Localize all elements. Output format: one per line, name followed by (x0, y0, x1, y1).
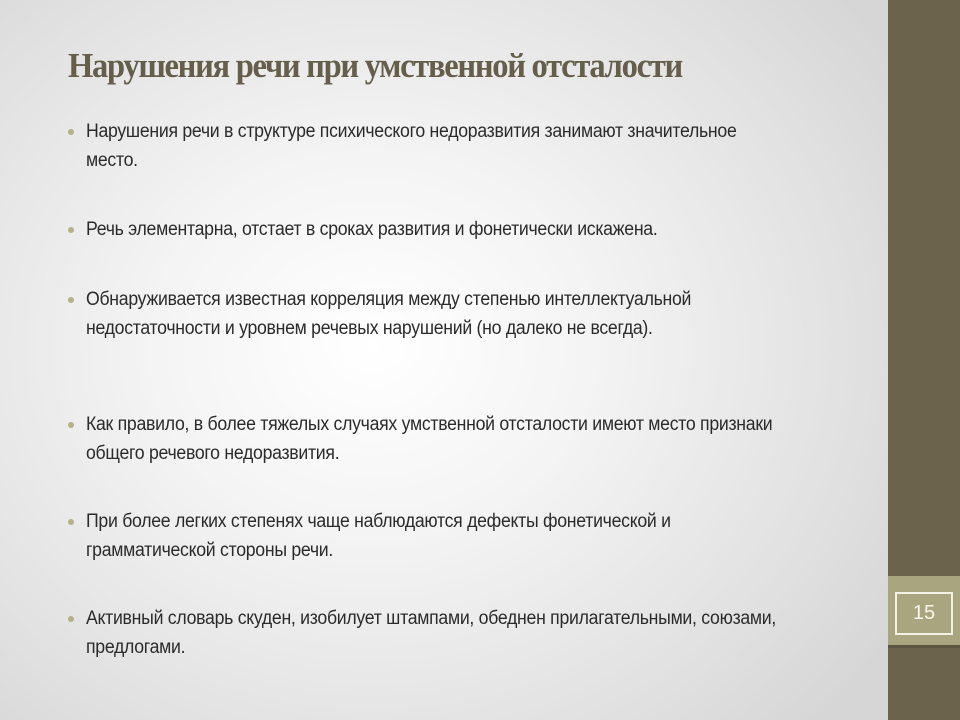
bullet-text: Нарушения речи в структуре психического недоразвития занимают значительное место. (86, 121, 737, 171)
bullet-dot-icon (68, 227, 74, 233)
bullet-dot-icon (68, 129, 74, 135)
page-number: 15 (895, 592, 953, 635)
bullet-dot-icon (68, 519, 74, 525)
bullet-item (66, 507, 846, 565)
bullet-item (66, 410, 846, 468)
bullet-dot-icon (68, 422, 74, 428)
bullet-dot-icon (68, 297, 74, 303)
decorative-sidebar (888, 0, 960, 720)
bullet-item (66, 215, 846, 244)
bullet-item (66, 117, 846, 175)
bullet-text: Обнаруживается известная корреляция между степенью интеллектуальной недостаточности и уровнем речевых нарушений (но далеко не всегда). (86, 289, 692, 339)
bullet-item (66, 285, 846, 343)
bullet-text: При более легких степенях чаще наблюдаются дефекты фонетической и грамматической стороны речи. (86, 511, 671, 561)
bullet-text: Речь элементарна, отстает в сроках развития и фонетически искажена. (86, 219, 658, 240)
bullet-item (66, 604, 846, 662)
page-number-band (888, 576, 960, 648)
bullet-text: Как правило, в более тяжелых случаях умственной отсталости имеют место признаки общего речевого недоразвития. (86, 414, 773, 464)
bullet-text: Активный словарь скуден, изобилует штампами, обеднен прилагательными, союзами, предлогами. (86, 608, 777, 658)
bullet-dot-icon (68, 616, 74, 622)
slide-title: Нарушения речи при умственной отсталости (68, 46, 682, 85)
